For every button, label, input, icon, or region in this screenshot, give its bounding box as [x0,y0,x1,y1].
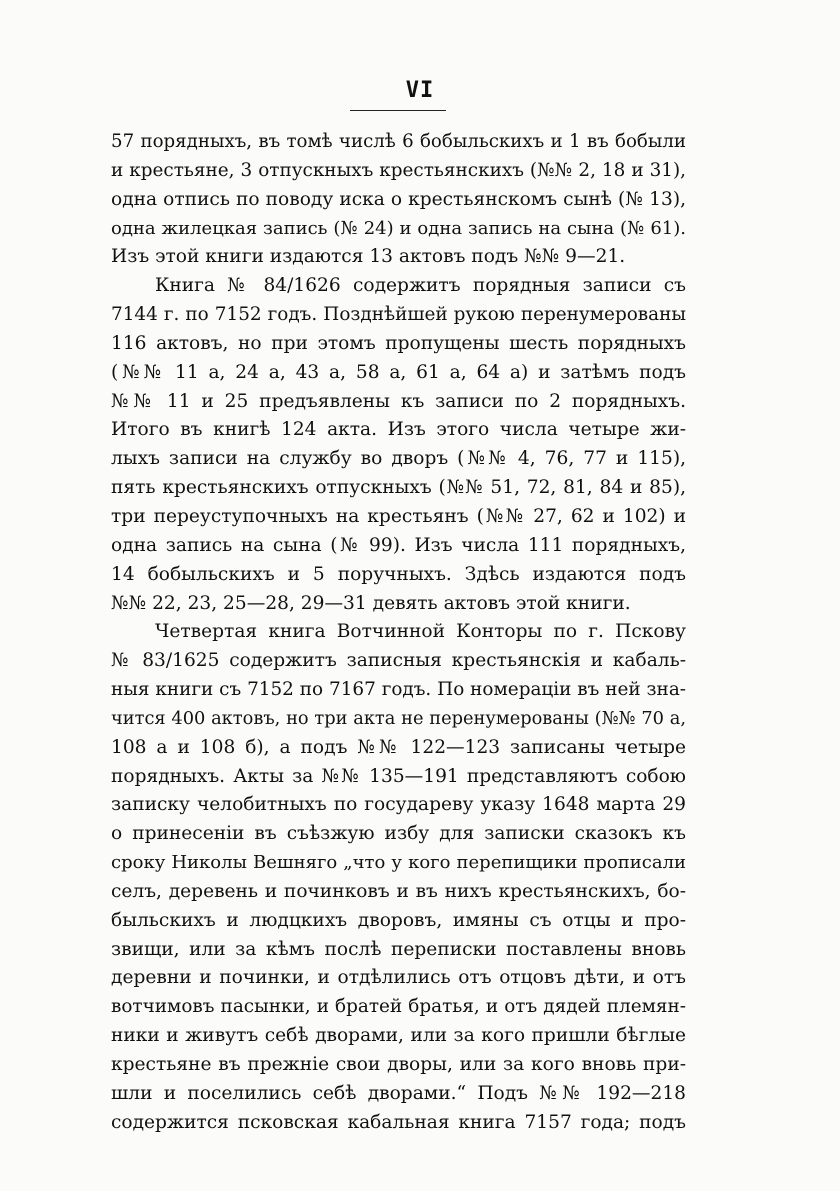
text-line: о принесеніи въ съѣзжую избу для записки сказокъ къ [111,823,686,845]
text-line: чится 400 актовъ, но три акта не перенумерованы (№№ 70 а, [111,707,686,729]
text-line: лыхъ записи на службу во дворъ (№№ 4, 76, 77 и 115), [111,448,686,470]
text-line: № 83/1625 содержитъ записныя крестьянскія и кабаль- [111,650,686,672]
text-line: №№ 22, 23, 25—28, 29—31 девять актовъ этой книги. [111,592,631,614]
text-line: одна жилецкая запись (№ 24) и одна запись на сына (№ 61). [111,217,686,239]
text-line: Итого въ книгѣ 124 акта. Изъ этого числа четыре жи- [111,419,686,441]
text-line: 14 бобыльскихъ и 5 поручныхъ. Здѣсь издаются подъ [111,563,686,585]
page-number: VI [405,78,435,103]
text-line: 57 порядныхъ, въ томѣ числѣ 6 бобыльскихъ и 1 въ бобыли [111,131,686,152]
text-line: вотчимовъ пасынки, и братей братья, и отъ дядей племян- [111,996,686,1018]
text-line: ники и живутъ себѣ дворами, или за кого пришли бѣглые [111,1025,686,1047]
text-line: пять крестьянскихъ отпускныхъ (№№ 51, 72, 81, 84 и 85), [111,477,686,499]
text-line: ныя книги съ 7152 по 7167 годъ. По номераціи въ ней зна- [111,679,686,701]
paragraph-start-line: Четвертая книга Вотчинной Конторы по г. Пскову [155,621,686,643]
text-line: Изъ этой книги издаются 13 актовъ подъ №№ 9—21. [111,246,626,268]
body-text [111,128,686,1138]
text-line: деревни и починки, и отдѣлились отъ отцовъ дѣти, и отъ [111,967,686,989]
text-line: сроку Николы Вешняго „что у кого перепищики прописали [111,852,686,874]
text-line: шли и поселились себѣ дворами.“ Подъ №№ 192—218 [111,1082,686,1104]
text-line: три переуступочныхъ на крестьянъ (№№ 27, 62 и 102) и [111,505,686,527]
text-line: 7144 г. по 7152 годъ. Позднѣйшей рукою перенумерованы [111,304,686,326]
text-line: крестьяне въ прежніе свои дворы, или за кого вновь при- [111,1054,686,1075]
text-line: и крестьяне, 3 отпускныхъ крестьянскихъ (№№ 2, 18 и 31), [111,159,686,181]
text-line: 116 актовъ, но при этомъ пропущены шесть порядныхъ [111,332,686,354]
text-line: 108 а и 108 б), а подъ №№ 122—123 записаны четыре [111,736,686,758]
text-line: одна запись на сына (№ 99). Изъ числа 111 порядныхъ, [111,534,686,556]
text-line: порядныхъ. Акты за №№ 135—191 представляютъ собою [111,765,686,787]
text-line: одна отпись по поводу иска о крестьянскомъ сынѣ (№ 13), [111,188,686,210]
text-line: (№№ 11 а, 24 а, 43 а, 58 а, 61 а, 64 а) и затѣмъ подъ [111,361,686,383]
header-rule [350,110,446,111]
text-line: быльскихъ и людцкихъ дворовъ, имяны съ отцы и про- [111,909,686,931]
text-line: содержится псковская кабальная книга 7157 года; подъ [111,1111,686,1133]
text-line: №№ 11 и 25 предъявлены къ записи по 2 порядныхъ. [111,390,686,412]
text-line: звищи, или за кѣмъ послѣ переписки поставлены вновь [111,938,686,960]
text-line: записку челобитныхъ по государеву указу 1648 марта 29 [111,794,686,816]
paragraph-start-line: Книга № 84/1626 содержитъ порядныя записи съ [155,275,686,297]
text-line: селъ, деревень и починковъ и въ нихъ крестьянскихъ, бо- [111,880,686,902]
